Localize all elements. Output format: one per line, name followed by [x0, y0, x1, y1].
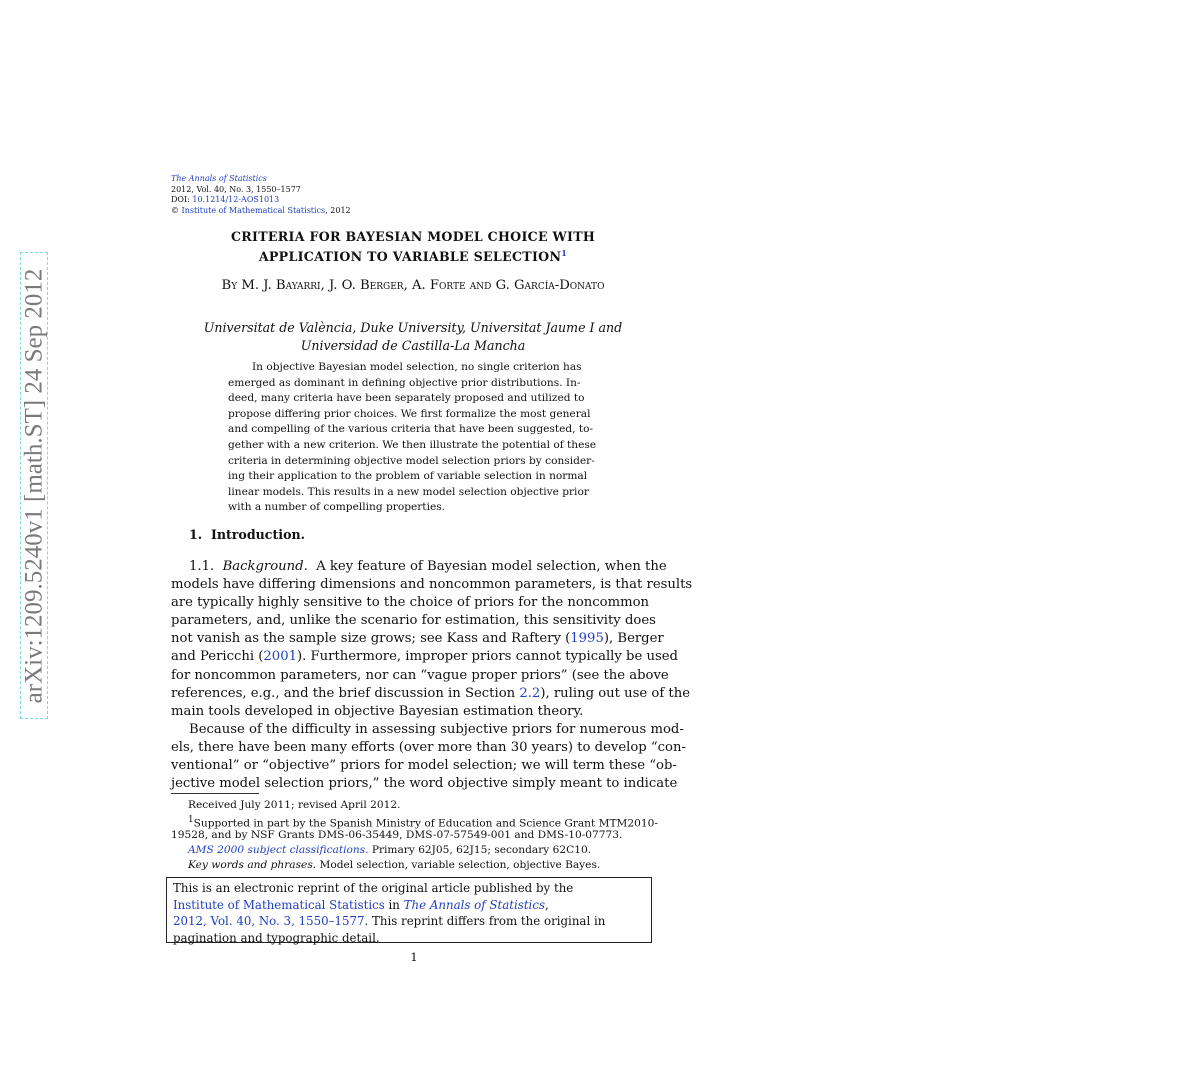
arxiv-stamp-text: arXiv:1209.5240v1 [math.ST] 24 Sep 2012 — [20, 268, 47, 703]
ams-classification: AMS 2000 subject classifications. Primary 62J05, 62J15; secondary 62C10. — [188, 844, 592, 856]
abstract-line: linear models. This results in a new model selection objective prior — [228, 485, 589, 498]
copyright-line: © Institute of Mathematical Statistics, 2012 — [171, 205, 351, 215]
copyright-icon: © — [171, 205, 179, 215]
abstract-line: In objective Bayesian model selection, no single criterion has — [252, 361, 582, 373]
ims-reprint-link[interactable]: Institute of Mathematical Statistics — [173, 897, 385, 912]
page-number: 1 — [410, 950, 418, 964]
section-heading-introduction: 1. Introduction. — [189, 527, 306, 542]
support-note: $^1$Supported in part by the Spanish Ministry of Education and Science Grant MTM2010- — [188, 815, 658, 830]
body-text — [171, 558, 693, 793]
title-line-1: CRITERIA FOR BAYESIAN MODEL CHOICE WITH — [230, 229, 596, 244]
doi-line: DOI: 10.1214/12-AOS1013 — [171, 195, 280, 204]
journal-header — [171, 174, 351, 216]
body-line: ventional” or “objective” priors for model selection; we will term these “ob- — [171, 758, 677, 774]
body-line: els, there have been many efforts (over more than 30 years) to develop “con- — [171, 739, 686, 755]
abstract-line: ing their application to the problem of variable selection in normal — [228, 470, 588, 483]
body-line: main tools developed in objective Bayesian estimation theory. — [171, 703, 584, 719]
body-line: jective model selection priors,” the word objective simply meant to indicate — [171, 776, 678, 792]
footnotes — [171, 798, 656, 873]
abstract-line: criteria in determining objective model selection priors by consider- — [228, 454, 595, 467]
subsection-title: Background. — [222, 559, 308, 574]
body-line: not vanish as the sample size grows; see Kass and Raftery (1995), Berger — [171, 631, 664, 647]
body-line: and Pericchi (2001). Furthermore, improper priors cannot typically be used — [171, 649, 678, 665]
ims-link[interactable]: Institute of Mathematical Statistics — [181, 205, 326, 215]
body-line: for noncommon parameters, nor can “vague proper priors” (see the above — [171, 667, 669, 683]
affiliation-line-1: Universitat de València, Duke University, Universitat Jaume I and — [203, 320, 623, 335]
abstract-line: emerged as dominant in defining objective prior distributions. In- — [228, 376, 581, 389]
title-footnote-link[interactable]: 1 — [561, 248, 568, 258]
abstract-line: deed, many criteria have been separately proposed and utilized to — [228, 392, 585, 405]
body-line: references, e.g., and the brief discussion in Section 2.2), ruling out use of the — [171, 685, 690, 701]
abstract-line: gether with a new criterion. We then illustrate the potential of these — [228, 438, 597, 451]
keywords: Key words and phrases. Model selection, variable selection, objective Bayes. — [188, 859, 601, 871]
arxiv-stamp — [20, 252, 48, 719]
volume-reprint-link[interactable]: 2012, Vol. 40, No. 3, 1550–1577 — [173, 914, 365, 928]
title-line-2: APPLICATION TO VARIABLE SELECTION$^1$ — [258, 248, 568, 265]
abstract-line: with a number of compelling properties. — [228, 501, 446, 514]
journal-reprint-link[interactable]: The Annals of Statistics — [403, 897, 545, 912]
received-note: Received July 2011; revised April 2012. — [188, 799, 401, 811]
body-line: Because of the difficulty in assessing subjective priors for numerous mod- — [189, 721, 684, 737]
volume-line: 2012, Vol. 40, No. 3, 1550–1577 — [171, 184, 301, 194]
abstract-line: and compelling of the various criteria that have been suggested, to- — [228, 423, 594, 436]
citation-link-1995[interactable]: 1995 — [570, 631, 604, 647]
paper-title — [171, 228, 655, 265]
body-line: are typically highly sensitive to the choice of priors for the noncommon — [171, 595, 650, 611]
footnote-rule — [171, 793, 259, 794]
abstract-line: propose differing prior choices. We first formalize the most general — [228, 407, 591, 420]
authors: By M. J. Bayarri, J. O. Berger, A. Forte and G. García-Donato — [221, 278, 605, 293]
body-line: 1.1. Background. A key feature of Bayesian model selection, when the — [189, 559, 667, 574]
body-line: parameters, and, unlike the scenario for estimation, this sensitivity does — [171, 613, 656, 629]
citation-link-2001[interactable]: 2001 — [263, 649, 297, 665]
support-note-cont: 19528, and by NSF Grants DMS-06-35449, DMS-07-57549-001 and DMS-10-07773. — [171, 829, 623, 841]
affiliations — [171, 319, 655, 354]
doi-link[interactable]: 10.1214/12-AOS1013 — [192, 195, 280, 204]
body-line: models have differing dimensions and noncommon parameters, is that results — [171, 577, 693, 593]
journal-link[interactable]: The Annals of Statistics — [171, 174, 267, 183]
affiliation-line-2: Universidad de Castilla-La Mancha — [300, 337, 526, 353]
section-ref-link[interactable]: 2.2 — [519, 685, 541, 701]
reprint-notice: This is an electronic reprint of the original article published by the Institute of Mathematical Statistics in The Annals of Statistics, 2012, Vol. 40, No. 3, 1550–1577. This reprint differs from the original in pagination and typographic detail. — [166, 877, 652, 943]
ams-link[interactable]: AMS 2000 subject classifications. — [188, 844, 369, 856]
abstract — [228, 360, 600, 516]
subsection-number: 1.1. — [189, 559, 215, 574]
